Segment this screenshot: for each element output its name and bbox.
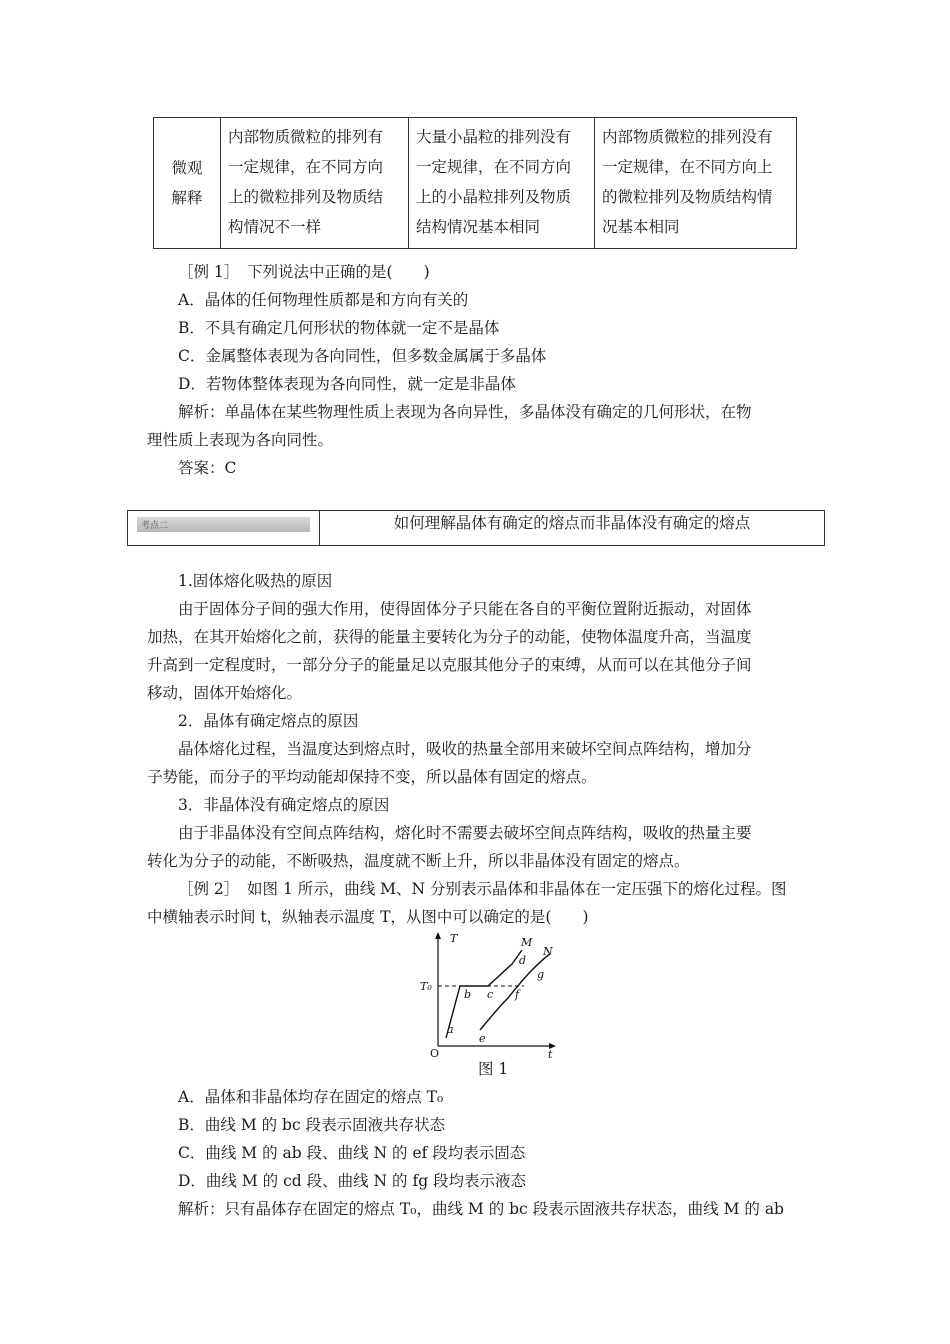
x-axis-label: t <box>548 1048 553 1058</box>
point-d-label: d <box>519 954 527 967</box>
section2-line: 晶体熔化过程，当温度达到熔点时，吸收的热量全部用来破坏空间点阵结构，增加分 <box>178 740 752 758</box>
cell-line: 内部物质微粒的排列没有 <box>602 128 773 146</box>
example1-option-d: D．若物体整体表现为各向同性，就一定是非晶体 <box>178 375 516 393</box>
section1-title: 1.固体熔化吸热的原因 <box>178 572 333 590</box>
curve-n-label: N <box>543 945 553 958</box>
section2-title: 2．晶体有确定熔点的原因 <box>178 712 359 730</box>
y-axis-arrow <box>435 932 441 939</box>
section-badge-label: 考点二 <box>141 521 169 531</box>
cell-line: 大量小晶粒的排列没有 <box>416 128 572 146</box>
origin-label: O <box>430 1047 440 1058</box>
example1-analysis-cont: 理性质上表现为各向同性。 <box>147 431 334 449</box>
row-header-line: 解释 <box>171 189 203 207</box>
section3-line: 由于非晶体没有空间点阵结构，熔化时不需要去破坏空间点阵结构，吸收的热量主要 <box>178 824 752 842</box>
example2-stem-cont: 中横轴表示时间 t，纵轴表示温度 T，从图中可以确定的是( ) <box>147 908 589 926</box>
section1-line: 由于固体分子间的强大作用，使得固体分子只能在各自的平衡位置附近振动，对固体 <box>178 600 752 618</box>
point-a-label: a <box>447 1023 454 1036</box>
example2-option-d: D．曲线 M 的 cd 段、曲线 N 的 fg 段均表示液态 <box>178 1172 527 1190</box>
example2-option-b: B．曲线 M 的 bc 段表示固液共存状态 <box>178 1116 446 1134</box>
section3-title: 3．非晶体没有确定熔点的原因 <box>178 796 390 814</box>
section3-line: 转化为分子的动能，不断吸热，温度就不断上升，所以非晶体没有固定的熔点。 <box>147 852 690 870</box>
section-title: 如何理解晶体有确定的熔点而非晶体没有确定的熔点 <box>393 514 751 532</box>
point-f-label: f <box>515 988 520 1001</box>
section-badge <box>137 517 310 532</box>
cell-line: 的微粒排列及物质结构情 <box>602 188 773 206</box>
example1-option-b: B．不具有确定几何形状的物体就一定不是晶体 <box>178 319 500 337</box>
cell-line: 结构情况基本相同 <box>416 218 541 236</box>
section-banner <box>127 510 825 546</box>
example2-option-c: C．曲线 M 的 ab 段、曲线 N 的 ef 段均表示固态 <box>178 1144 526 1162</box>
row-header <box>154 118 221 249</box>
section1-line: 移动，固体开始熔化。 <box>147 684 303 702</box>
section2-line: 子势能，而分子的平均动能却保持不变，所以晶体有固定的熔点。 <box>147 768 597 786</box>
curve-m-label: M <box>521 936 533 949</box>
example2-stem: ［例 2］ 如图 1 所示，曲线 M、N 分别表示晶体和非晶体在一定压强下的熔化过程。图 <box>178 880 787 898</box>
example1-option-a: A．晶体的任何物理性质都是和方向有关的 <box>178 291 469 309</box>
table-cell-single-crystal <box>221 118 409 249</box>
cell-line: 一定规律，在不同方向 <box>416 158 572 176</box>
figure-caption: 图 1 <box>478 1060 509 1078</box>
example2-option-a: A．晶体和非晶体均存在固定的熔点 T₀ <box>178 1088 444 1106</box>
table-cell-polycrystal <box>409 118 595 249</box>
section1-line: 升高到一定程度时，一部分分子的能量足以克服其他分子的束缚，从而可以在其他分子间 <box>147 656 752 674</box>
cell-line: 一定规律，在不同方向上 <box>602 158 773 176</box>
point-g-label: g <box>537 968 545 981</box>
y-axis-label: T <box>450 932 458 945</box>
point-b-label: b <box>464 988 472 1001</box>
melting-curve-figure <box>420 930 570 1058</box>
cell-line: 上的小晶粒排列及物质 <box>416 188 572 206</box>
example2-analysis: 解析：只有晶体存在固定的熔点 T₀，曲线 M 的 bc 段表示固液共存状态，曲线 M 的 ab <box>178 1200 784 1218</box>
table-cell-amorphous <box>595 118 797 249</box>
cell-line: 构情况不一样 <box>228 218 322 236</box>
cell-line: 内部物质微粒的排列有 <box>228 128 384 146</box>
point-e-label: e <box>479 1032 486 1045</box>
point-c-label: c <box>487 988 494 1001</box>
example1-analysis: 解析：单晶体在某些物理性质上表现为各向异性，多晶体没有确定的几何形状，在物 <box>178 403 752 421</box>
example1-option-c: C．金属整体表现为各向同性，但多数金属属于多晶体 <box>178 347 547 365</box>
cell-line: 一定规律，在不同方向 <box>228 158 384 176</box>
comparison-table <box>153 117 797 249</box>
t0-label: T₀ <box>420 980 432 993</box>
example1-stem: ［例 1］ 下列说法中正确的是( ) <box>178 263 430 281</box>
example1-answer: 答案：C <box>178 459 237 477</box>
cell-line: 上的微粒排列及物质结 <box>228 188 384 206</box>
section1-line: 加热，在其开始熔化之前，获得的能量主要转化为分子的动能，使物体温度升高，当温度 <box>147 628 752 646</box>
row-header-line: 微观 <box>171 159 203 177</box>
cell-line: 况基本相同 <box>602 218 680 236</box>
table-row <box>154 118 797 249</box>
